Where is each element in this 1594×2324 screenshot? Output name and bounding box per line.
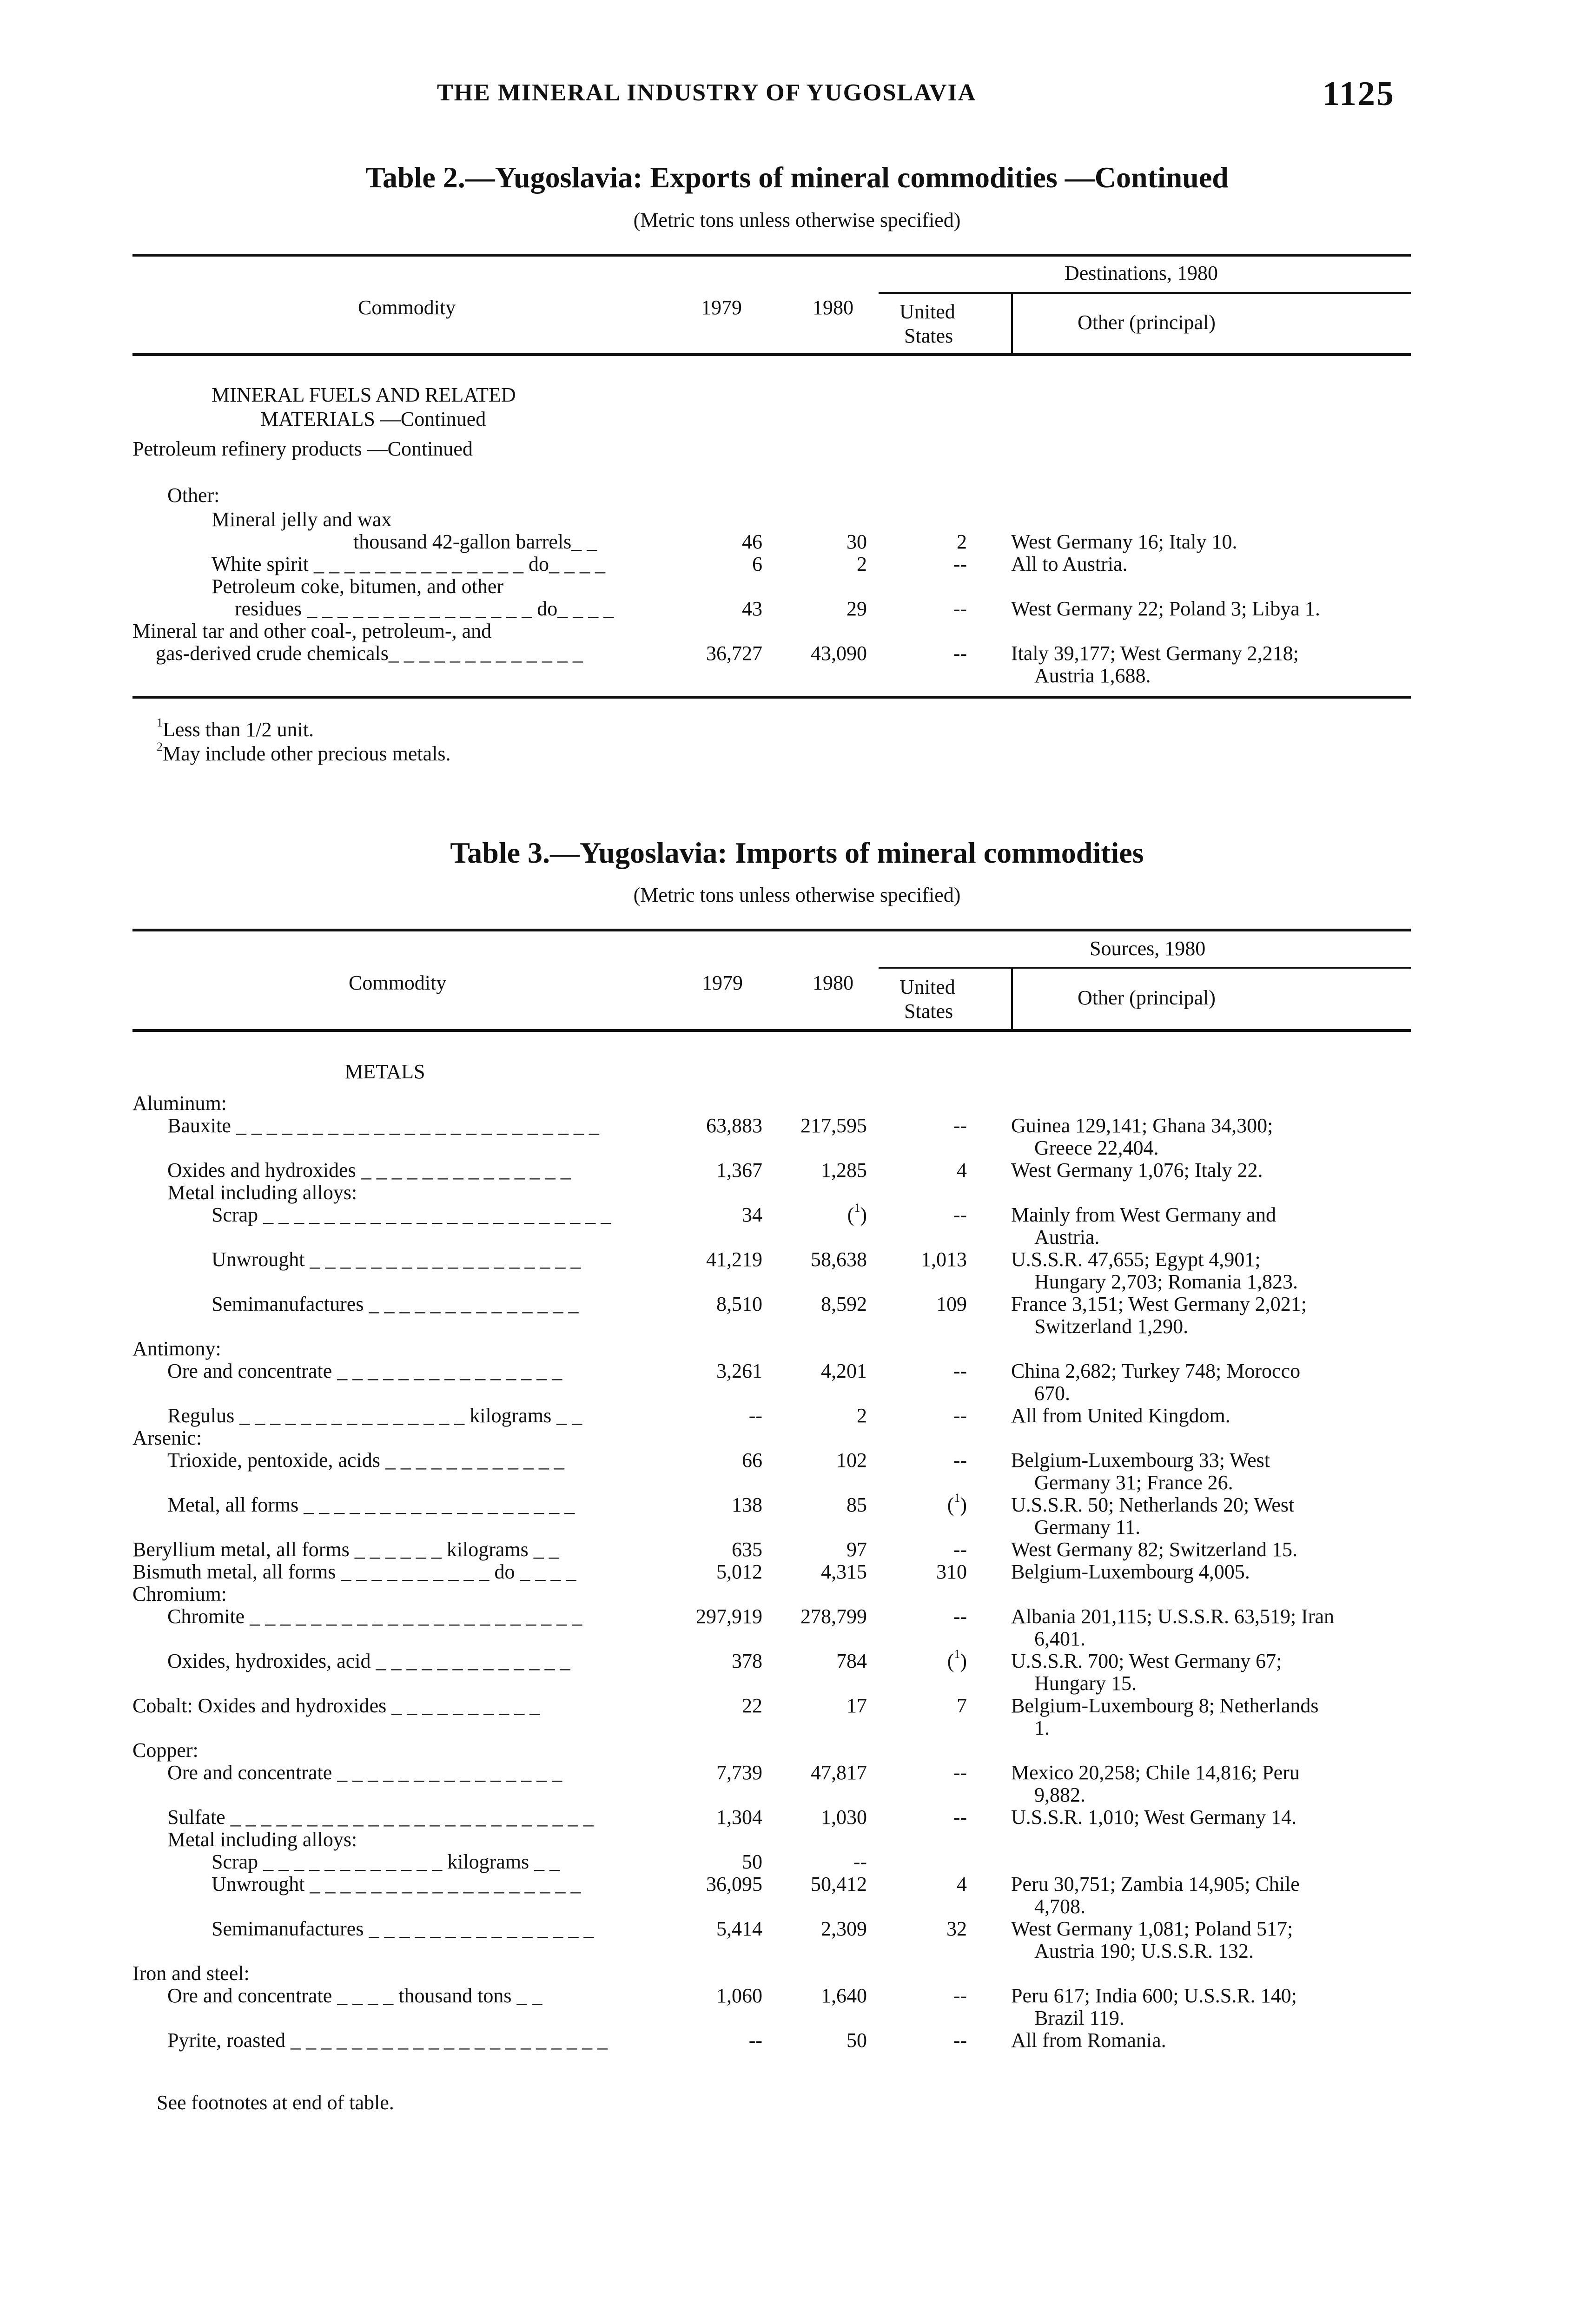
table3-cell-other-cont: Germany 11. — [1034, 1516, 1141, 1538]
table3-row-label: Semimanufactures _ _ _ _ _ _ _ _ _ _ _ _ _ _ — [212, 1293, 579, 1315]
table3-cell-us: -- — [953, 1114, 967, 1137]
table3-cell-us: -- — [953, 1761, 967, 1784]
table2-col-1979: 1979 — [701, 296, 742, 319]
table3-cell-1979: 63,883 — [706, 1114, 762, 1137]
table2-cell-other: West Germany 16; Italy 10. — [1011, 530, 1237, 553]
table3-col-group: Sources, 1980 — [1090, 937, 1206, 960]
table3-cell-other: Albania 201,115; U.S.S.R. 63,519; Iran — [1011, 1605, 1334, 1628]
table3-cell-us: 4 — [957, 1873, 967, 1895]
footnote-ref-cell: ($^1$) — [947, 1491, 967, 1516]
table3-cell-us: -- — [953, 1806, 967, 1829]
table3-cell-1980: 4,201 — [821, 1360, 867, 1382]
table2-footnote-1: $^1$Less than 1/2 unit. — [157, 716, 314, 741]
table3-cell-other: U.S.S.R. 700; West Germany 67; — [1011, 1650, 1282, 1672]
table3-cell-1980: -- — [853, 1850, 867, 1873]
table3-cell-us: 4 — [957, 1159, 967, 1182]
table3-cell-us — [883, 1649, 967, 1673]
table3-cell-other-cont: Switzerland 1,290. — [1034, 1315, 1189, 1338]
table3-cell-other: U.S.S.R. 1,010; West Germany 14. — [1011, 1806, 1297, 1829]
table3-cell-other: All from Romania. — [1011, 2029, 1166, 2052]
table3-cell-1979: 22 — [742, 1694, 762, 1717]
table3-row-label: Scrap _ _ _ _ _ _ _ _ _ _ _ _ kilograms _ _ — [212, 1850, 560, 1873]
table3-row-label: Trioxide, pentoxide, acids _ _ _ _ _ _ _ _ _ _ _ _ — [167, 1449, 564, 1472]
table3-row-label: Oxides, hydroxides, acid _ _ _ _ _ _ _ _ _ _ _ _ _ — [167, 1650, 570, 1672]
table2-footnote-2: $^2$May include other precious metals. — [157, 740, 451, 765]
table3-row-label: Ore and concentrate _ _ _ _ _ _ _ _ _ _ _ _ _ _ _ — [167, 1360, 562, 1382]
table3-cell-1979: 7,739 — [716, 1761, 762, 1784]
table2-cell-1980: 30 — [847, 530, 867, 553]
table3-section-metals: METALS — [345, 1060, 425, 1083]
table3-header-rule — [132, 1029, 1411, 1032]
table3-cell-other: West Germany 1,081; Poland 517; — [1011, 1917, 1293, 1940]
table3-cell-us: -- — [953, 2029, 967, 2052]
table3-row-label: Semimanufactures _ _ _ _ _ _ _ _ _ _ _ _ _ _ _ — [212, 1917, 594, 1940]
table3-group-label: Chromium: — [132, 1583, 227, 1605]
table2-group-rule — [879, 292, 1411, 294]
table2-col-commodity: Commodity — [358, 296, 456, 319]
footnote-ref-cell: ($^1$) — [847, 1201, 867, 1226]
table3-group-label: Arsenic: — [132, 1426, 202, 1449]
table3-cell-1980: 85 — [847, 1493, 867, 1516]
table3-cell-1980: 58,638 — [811, 1248, 867, 1271]
table3-cell-1979: 34 — [742, 1203, 762, 1226]
table3-col-separator — [1011, 967, 1013, 1029]
table3-cell-us — [883, 1493, 967, 1517]
table2-cell-other: All to Austria. — [1011, 553, 1128, 575]
table3-group-label: Antimony: — [132, 1337, 221, 1360]
table3-row-label: Ore and concentrate _ _ _ _ thousand tons _ _ — [167, 1984, 542, 2007]
table2-cell-1980: 29 — [847, 597, 867, 620]
table3-cell-1980: 217,595 — [800, 1114, 867, 1137]
table3-cell-us: 32 — [946, 1917, 967, 1940]
table3-cell-us: 109 — [936, 1293, 967, 1315]
running-title: THE MINERAL INDUSTRY OF YUGOSLAVIA — [437, 79, 977, 106]
table3-cell-other: West Germany 1,076; Italy 22. — [1011, 1159, 1263, 1182]
table3-group-label: Aluminum: — [132, 1092, 227, 1115]
table3-cell-1980: 8,592 — [821, 1293, 867, 1315]
table2-cell-other: Italy 39,177; West Germany 2,218; — [1011, 642, 1299, 665]
table3-cell-other: Guinea 129,141; Ghana 34,300; — [1011, 1114, 1273, 1137]
table3-cell-other: Mainly from West Germany and — [1011, 1203, 1276, 1226]
table3-cell-other: U.S.S.R. 50; Netherlands 20; West — [1011, 1493, 1295, 1516]
table2-subtitle: (Metric tons unless otherwise specified) — [633, 209, 961, 231]
table3-cell-1979: 36,095 — [706, 1873, 762, 1895]
table3-cell-1980: 102 — [836, 1449, 867, 1472]
table2-cell-us: -- — [953, 553, 967, 575]
table2-col-group: Destinations, 1980 — [1065, 262, 1218, 284]
table3-cell-us: -- — [953, 1984, 967, 2007]
table2-section-line1: MINERAL FUELS AND RELATED — [212, 383, 516, 406]
table3-cell-other-cont: 1. — [1034, 1717, 1050, 1739]
table3-group-label: Metal including alloys: — [167, 1181, 357, 1204]
table3-row-label: Oxides and hydroxides _ _ _ _ _ _ _ _ _ _ _ _ _ _ — [167, 1159, 571, 1182]
table3-cell-other: China 2,682; Turkey 748; Morocco — [1011, 1360, 1301, 1382]
table3-group-label: Iron and steel: — [132, 1962, 250, 1985]
table3-col-commodity: Commodity — [349, 971, 447, 994]
table3-cell-1980: 1,640 — [821, 1984, 867, 2007]
table2-header-rule — [132, 353, 1411, 356]
table2-row-label: Mineral tar and other coal-, petroleum-, and — [132, 620, 492, 642]
table3-cell-us: -- — [953, 1538, 967, 1561]
table3-cell-us: -- — [953, 1605, 967, 1628]
table3-row-label: Pyrite, roasted _ _ _ _ _ _ _ _ _ _ _ _ _ _ _ _ _ _ _ _ _ — [167, 2029, 608, 2052]
table3-cell-other-cont: Hungary 15. — [1034, 1672, 1137, 1695]
table2-cell-1979: 6 — [752, 553, 762, 575]
table3-cell-1979: 1,060 — [716, 1984, 762, 2007]
table3-cell-other: Peru 617; India 600; U.S.S.R. 140; — [1011, 1984, 1297, 2007]
table3-cell-other-cont: 9,882. — [1034, 1783, 1085, 1806]
table3-cell-1979: 50 — [742, 1850, 762, 1873]
table3-cell-1980: 97 — [847, 1538, 867, 1561]
table3-row-label: Regulus _ _ _ _ _ _ _ _ _ _ _ _ _ _ _ kilograms _ _ — [167, 1404, 582, 1427]
table3-row-label: Bauxite _ _ _ _ _ _ _ _ _ _ _ _ _ _ _ _ _ _ _ _ _ _ _ _ — [167, 1114, 599, 1137]
table2-cell-other: West Germany 22; Poland 3; Libya 1. — [1011, 597, 1320, 620]
table3-cell-1979: 297,919 — [696, 1605, 762, 1628]
table3-cell-1980: 2 — [857, 1404, 867, 1427]
table3-see-footnotes: See footnotes at end of table. — [157, 2091, 394, 2114]
table3-cell-other: Peru 30,751; Zambia 14,905; Chile — [1011, 1873, 1300, 1895]
table3-cell-us: 1,013 — [921, 1248, 967, 1271]
table3-cell-1980: 278,799 — [800, 1605, 867, 1628]
table3-row-label: Scrap _ _ _ _ _ _ _ _ _ _ _ _ _ _ _ _ _ _ _ _ _ _ _ — [212, 1203, 611, 1226]
table3-cell-other: Belgium-Luxembourg 4,005. — [1011, 1560, 1250, 1583]
table3-group-label: Metal including alloys: — [167, 1828, 357, 1851]
footnote-ref-cell: ($^1$) — [947, 1647, 967, 1672]
table3-cell-1979: 1,367 — [716, 1159, 762, 1182]
table2-row-label-cont: gas-derived crude chemicals_ _ _ _ _ _ _ _ _ _ _ _ _ — [156, 642, 583, 665]
table3-cell-us: -- — [953, 1449, 967, 1472]
table2-cell-1979: 36,727 — [706, 642, 762, 665]
table3-cell-other-cont: 670. — [1034, 1382, 1070, 1405]
table3-cell-1980: 784 — [836, 1650, 867, 1672]
table2-other-label: Other: — [167, 484, 220, 507]
table3-cell-other: Belgium-Luxembourg 33; West — [1011, 1449, 1270, 1472]
table3-cell-1980: 17 — [847, 1694, 867, 1717]
table2-cell-1979: 43 — [742, 597, 762, 620]
table3-group-label: Copper: — [132, 1739, 198, 1762]
table3-col-1980: 1980 — [813, 971, 853, 994]
table3-cell-other: West Germany 82; Switzerland 15. — [1011, 1538, 1297, 1561]
table3-cell-1980: 50,412 — [811, 1873, 867, 1895]
table2-row-label-cont: thousand 42-gallon barrels_ _ — [353, 530, 597, 553]
table3-cell-1979: 378 — [732, 1650, 762, 1672]
table2-cell-us: 2 — [957, 530, 967, 553]
table3-row-label: Cobalt: Oxides and hydroxides _ _ _ _ _ _ _ _ _ _ — [132, 1694, 540, 1717]
table2-row-label: Petroleum coke, bitumen, and other — [212, 575, 504, 598]
table3-cell-1980: 4,315 — [821, 1560, 867, 1583]
table3-cell-other-cont: Greece 22,404. — [1034, 1136, 1159, 1159]
table3-subtitle: (Metric tons unless otherwise specified) — [633, 884, 961, 906]
table3-cell-us: -- — [953, 1360, 967, 1382]
table2-top-rule — [132, 254, 1411, 257]
table3-row-label: Beryllium metal, all forms _ _ _ _ _ _ kilograms _ _ — [132, 1538, 559, 1561]
table3-row-label: Metal, all forms _ _ _ _ _ _ _ _ _ _ _ _ _ _ _ _ _ _ — [167, 1493, 575, 1516]
table3-cell-other-cont: 6,401. — [1034, 1627, 1085, 1650]
table3-cell-other: All from United Kingdom. — [1011, 1404, 1230, 1427]
table3-cell-1979: 5,012 — [716, 1560, 762, 1583]
table3-cell-other: Belgium-Luxembourg 8; Netherlands — [1011, 1694, 1319, 1717]
table2-cell-1980: 43,090 — [811, 642, 867, 665]
table3-col-other: Other (principal) — [1078, 986, 1216, 1009]
table3-cell-us: -- — [953, 1404, 967, 1427]
table2-col-us-line1: United — [900, 300, 955, 323]
table3-cell-1979: -- — [748, 1404, 762, 1427]
table3-cell-us: -- — [953, 1203, 967, 1226]
table2-row-label: White spirit _ _ _ _ _ _ _ _ _ _ _ _ _ _ do_ _ _ _ — [212, 553, 605, 575]
table3-cell-1979: 41,219 — [706, 1248, 762, 1271]
table2-cell-us: -- — [953, 642, 967, 665]
table3-cell-other-cont: Germany 31; France 26. — [1034, 1471, 1233, 1494]
table3-cell-1979: 1,304 — [716, 1806, 762, 1829]
table3-cell-other: France 3,151; West Germany 2,021; — [1011, 1293, 1307, 1315]
table3-cell-other-cont: Austria 190; U.S.S.R. 132. — [1034, 1940, 1254, 1962]
table3-cell-us: 310 — [936, 1560, 967, 1583]
table2-cell-us: -- — [953, 597, 967, 620]
table3-cell-1979: 635 — [732, 1538, 762, 1561]
table2-col-us-line2: States — [904, 324, 953, 347]
table3-cell-other: U.S.S.R. 47,655; Egypt 4,901; — [1011, 1248, 1261, 1271]
table2-cell-1979: 46 — [742, 530, 762, 553]
table3-cell-1979: 3,261 — [716, 1360, 762, 1382]
table3-cell-1980: 2,309 — [821, 1917, 867, 1940]
table3-col-us-line2: States — [904, 1000, 953, 1023]
table3-cell-other-cont: Brazil 119. — [1034, 2007, 1124, 2029]
table3-row-label: Sulfate _ _ _ _ _ _ _ _ _ _ _ _ _ _ _ _ _ _ _ _ _ _ _ _ — [167, 1806, 594, 1829]
table3-cell-other-cont: Austria. — [1034, 1226, 1100, 1248]
table3-cell-1979: 66 — [742, 1449, 762, 1472]
table2-subsection: Petroleum refinery products —Continued — [132, 437, 473, 460]
table3-cell-1980: 47,817 — [811, 1761, 867, 1784]
table3-cell-1979: -- — [748, 2029, 762, 2052]
table3-row-label: Ore and concentrate _ _ _ _ _ _ _ _ _ _ _ _ _ _ _ — [167, 1761, 562, 1784]
table3-row-label: Bismuth metal, all forms _ _ _ _ _ _ _ _ _ _ do _ _ _ _ — [132, 1560, 576, 1583]
table3-cell-1980: 1,030 — [821, 1806, 867, 1829]
table3-cell-1979: 8,510 — [716, 1293, 762, 1315]
table3-cell-1979: 5,414 — [716, 1917, 762, 1940]
table2-col-other: Other (principal) — [1078, 311, 1216, 334]
table3-row-label: Unwrought _ _ _ _ _ _ _ _ _ _ _ _ _ _ _ _ _ _ — [212, 1873, 581, 1895]
table3-top-rule — [132, 929, 1411, 931]
table3-title: Table 3.—Yugoslavia: Imports of mineral commodities — [450, 836, 1144, 869]
table2-col-separator — [1011, 292, 1013, 353]
table3-cell-other: Mexico 20,258; Chile 14,816; Peru — [1011, 1761, 1300, 1784]
table2-row-label: Mineral jelly and wax — [212, 508, 392, 531]
table3-cell-other-cont: Hungary 2,703; Romania 1,823. — [1034, 1270, 1298, 1293]
table3-col-us-line1: United — [900, 976, 955, 998]
table2-section-line2: MATERIALS —Continued — [260, 408, 486, 430]
table2-title: Table 2.—Yugoslavia: Exports of mineral commodities —Continued — [365, 161, 1229, 194]
table3-cell-other-cont: 4,708. — [1034, 1895, 1085, 1918]
table3-group-rule — [879, 967, 1411, 969]
table2-cell-1980: 2 — [857, 553, 867, 575]
page-number: 1125 — [1323, 75, 1395, 113]
table3-cell-1980: 50 — [847, 2029, 867, 2052]
table3-cell-1979: 138 — [732, 1493, 762, 1516]
table2-bottom-rule — [132, 696, 1411, 699]
table3-row-label: Chromite _ _ _ _ _ _ _ _ _ _ _ _ _ _ _ _ _ _ _ _ _ _ — [167, 1605, 582, 1628]
table3-cell-us: 7 — [957, 1694, 967, 1717]
table2-col-1980: 1980 — [813, 296, 853, 319]
table2-row-label-cont: residues _ _ _ _ _ _ _ _ _ _ _ _ _ _ _ do_ _ _ _ — [235, 597, 614, 620]
table3-col-1979: 1979 — [702, 971, 743, 994]
table3-cell-1980 — [783, 1203, 867, 1227]
table3-row-label: Unwrought _ _ _ _ _ _ _ _ _ _ _ _ _ _ _ _ _ _ — [212, 1248, 581, 1271]
table3-cell-1980: 1,285 — [821, 1159, 867, 1182]
table2-cell-other-cont: Austria 1,688. — [1034, 664, 1151, 687]
